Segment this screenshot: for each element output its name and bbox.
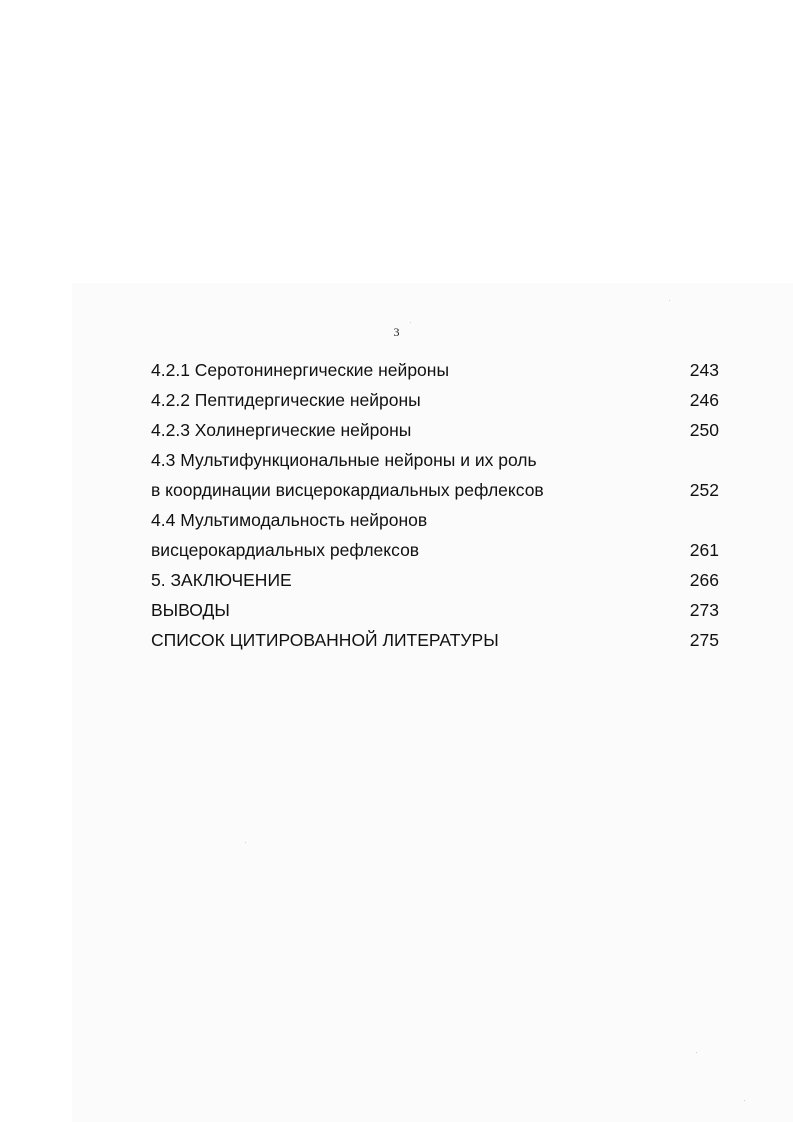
toc-entry-title: 5. ЗАКЛЮЧЕНИЕ [151, 570, 292, 590]
scan-speck [744, 1100, 745, 1101]
toc-entry-title: в координации висцерокардиальных рефлексов [151, 480, 544, 500]
toc-entry-page: 261 [689, 540, 719, 560]
toc-entry [151, 505, 719, 535]
toc-entry-title: 4.4 Мультимодальность нейронов [151, 510, 428, 530]
toc-entry [151, 415, 719, 445]
toc-entry-title: 4.2.1 Серотонинергические нейроны [151, 360, 450, 380]
toc-entry-page: 243 [689, 360, 719, 380]
toc-entry-page: 266 [689, 570, 719, 590]
toc-entry [151, 385, 719, 415]
page-number: 3 [393, 325, 400, 339]
toc-entry-title: висцерокардиальных рефлексов [151, 540, 420, 560]
toc-entry-page: 275 [689, 630, 719, 650]
toc-entry [151, 595, 719, 625]
toc-entry [151, 475, 719, 505]
scan-speck [669, 300, 670, 301]
toc-entry-title: ВЫВОДЫ [151, 600, 230, 620]
toc-entry-page: 252 [689, 480, 719, 500]
scan-speck [696, 1052, 697, 1053]
toc-entry-title: 4.2.3 Холинергические нейроны [151, 420, 412, 440]
toc-entry [151, 535, 719, 565]
scan-speck [245, 842, 246, 843]
toc-entry-title: СПИСОК ЦИТИРОВАННОЙ ЛИТЕРАТУРЫ [151, 630, 499, 650]
toc-entry-page: 250 [689, 420, 719, 440]
scan-speck [410, 322, 411, 323]
toc-entry [151, 565, 719, 595]
table-of-contents [151, 355, 719, 655]
toc-entry [151, 625, 719, 655]
toc-entry-page: 273 [689, 600, 719, 620]
toc-entry-title: 4.3 Мультифункциональные нейроны и их роль [151, 450, 537, 470]
toc-entry [151, 355, 719, 385]
toc-entry-page: 246 [689, 390, 719, 410]
toc-entry-title: 4.2.2 Пептидергические нейроны [151, 390, 421, 410]
toc-entry [151, 445, 719, 475]
